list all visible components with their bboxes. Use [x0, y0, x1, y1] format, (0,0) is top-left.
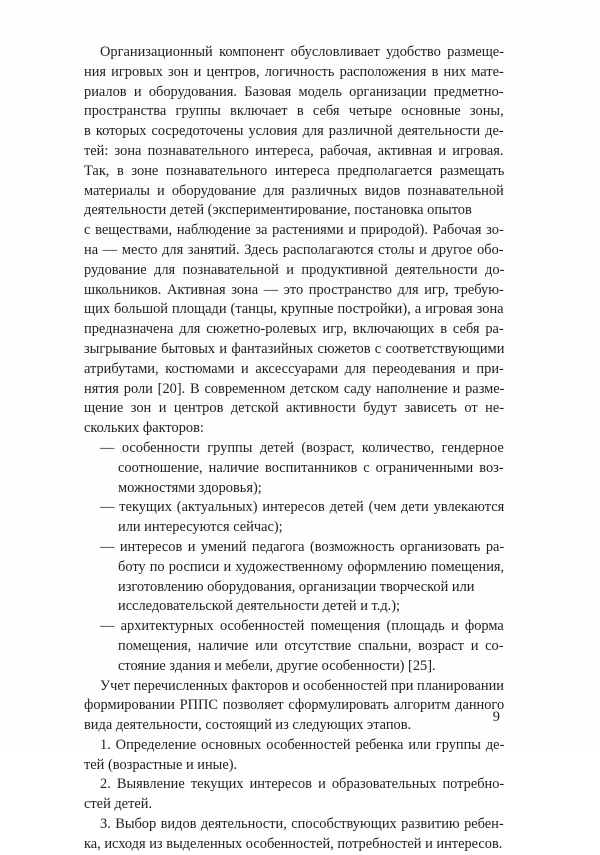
text-line: предназначена для сюжетно-ролевых игр, включающих в себя ра- [84, 321, 504, 338]
text-line: скольких факторов: [84, 420, 204, 437]
text-line: на — место для занятий. Здесь располагаются столы и другое обо- [84, 241, 504, 258]
text-line: щих большой площади (танцы, крупные постройки), а игровая зона [84, 301, 504, 318]
text-line: ния игровых зон и центров, логичность расположения в них мате- [84, 63, 504, 80]
text-line: щение зон и центров детской активности будут зависеть от не- [84, 400, 505, 417]
text-line: нятия роли [20]. В современном детском саду наполнение и разме- [84, 380, 505, 397]
text-line: Так, в зоне познавательного интереса предполагается размещать [84, 162, 505, 179]
text-line: 3. Выбор видов деятельности, способствующих развитию ребен- [100, 816, 504, 833]
text-line: — архитектурных особенностей помещения (площадь и форма [100, 618, 504, 635]
text-line: материалы и оборудование для различных видов познавательной [84, 182, 504, 199]
text-line: — текущих (актуальных) интересов детей (чем дети увлекаются [100, 499, 505, 516]
body-text [84, 43, 504, 855]
text-line: можностями здоровья); [118, 479, 262, 496]
text-line: помещения, наличие или отсутствие спальни, возраст и со- [118, 637, 504, 654]
text-line: изготовлению оборудования, организации творческой или [118, 578, 475, 595]
text-line: Организационный компонент обусловливает удобство размеще- [100, 44, 504, 60]
text-line: пространства группы включает в себя четыре основные зоны, [84, 103, 504, 120]
text-line: стей детей. [84, 796, 153, 813]
text-line: риалов и оборудования. Базовая модель организации предметно- [84, 83, 504, 100]
text-line: — особенности группы детей (возраст, количество, гендерное [100, 439, 504, 456]
text-line: рудование для познавательной и продуктивной деятельности до- [84, 261, 505, 278]
text-line: атрибутами, костюмами и аксессуарами для переодевания и при- [84, 360, 504, 377]
text-line: с веществами, наблюдение за растениями и природой). Рабочая зо- [84, 222, 504, 239]
text-line: деятельности детей (экспериментирование, постановка опытов [84, 202, 472, 219]
text-line: зыгрывание бытовых и фантазийных сюжетов с соответствующими [84, 340, 505, 357]
text-line: тей: зона познавательного интереса, рабочая, активная и игровая. [84, 142, 504, 159]
text-line: — интересов и умений педагога (возможность организовать ра- [100, 538, 505, 555]
text-line: боту по росписи и художественному оформлению помещения, [118, 558, 505, 575]
text-line: формировании РППС позволяет сформулировать алгоритм данного [84, 697, 505, 714]
page-number: 9 [492, 709, 500, 725]
text-line: 1. Определение основных особенностей ребенка или группы де- [100, 736, 505, 753]
text-line: или интересуются сейчас); [118, 519, 283, 536]
text-line: 2. Выявление текущих интересов и образовательных потребно- [100, 776, 505, 793]
text-line: соотношение, наличие воспитанников с ограниченными воз- [118, 459, 504, 476]
text-line: в которых сосредоточены условия для различной деятельности де- [84, 123, 504, 140]
text-line: школьников. Активная зона — это пространство для игр, требую- [84, 281, 504, 298]
text-line: тей (возрастные и иные). [84, 756, 238, 773]
text-line: ка, исходя из выделенных особенностей, потребностей и интересов. [84, 835, 503, 852]
text-line: исследовательской деятельности детей и т.д.); [118, 598, 401, 615]
text-line: Учет перечисленных факторов и особенностей при планировании [99, 677, 504, 694]
text-line: вида деятельности, состоящий из следующих этапов. [84, 717, 412, 734]
text-line: стояние здания и мебели, другие особенности) [25]. [118, 657, 436, 674]
